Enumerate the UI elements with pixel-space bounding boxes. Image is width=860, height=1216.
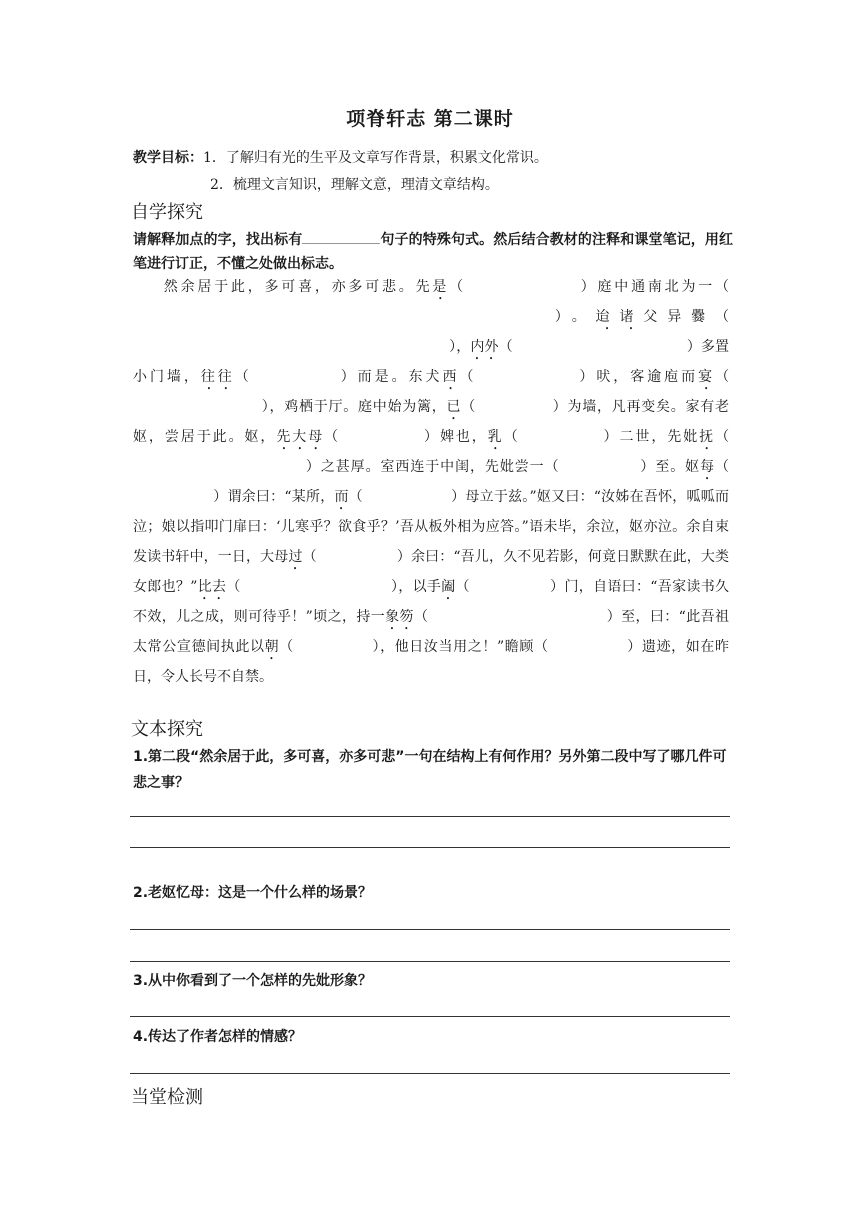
dotted-char: 往往 (200, 369, 235, 385)
dotted-char: 是 (432, 279, 450, 295)
dotted-char: 乳 (487, 429, 504, 445)
answer-line[interactable] (130, 1073, 730, 1074)
dotted-char: 已 (446, 399, 462, 415)
goal-item-1: 1．了解归有光的生平及文章写作背景，积累文化常识。 (203, 150, 548, 166)
dotted-char: 迨诸 (595, 309, 644, 325)
dotted-char: 每 (700, 459, 716, 475)
question-4: 4.传达了作者怎样的情感？ (133, 1029, 303, 1045)
answer-line[interactable] (130, 929, 730, 930)
question-2: 2.老妪忆母：这是一个什么样的场景？ (133, 885, 373, 901)
dotted-char: 象笏 (385, 608, 414, 625)
dotted-char: 宴 (698, 369, 716, 385)
answer-line[interactable] (130, 1016, 730, 1017)
section-text-study: 文本探究 (131, 719, 203, 740)
question-3: 3.从中你看到了一个怎样的先妣形象？ (133, 973, 373, 989)
dotted-char: 抚 (699, 429, 716, 445)
question-1: 1.第二段“然余居于此，多可喜，亦多可悲”一句在结构上有何作用？另外第二段中写了哪几件可悲之事？ (133, 749, 727, 791)
goals-label: 教学目标： (133, 150, 203, 166)
dotted-char: 阖 (441, 578, 456, 595)
teaching-goal-1 (133, 147, 548, 167)
dotted-char: 比去 (197, 578, 227, 595)
answer-line[interactable] (130, 961, 730, 962)
dotted-char: 朝 (264, 638, 280, 655)
dotted-char: 先大母 (276, 429, 325, 445)
section-class-test: 当堂检测 (131, 1087, 203, 1108)
underline-marker-sample (302, 229, 380, 244)
instructions: 请解释加点的字，找出标有 句子的特殊句式。然后结合教材的注释和课堂笔记，用红笔进行订正，不懂之处做出标志。 (133, 228, 733, 276)
answer-line[interactable] (130, 847, 730, 848)
answer-line[interactable] (130, 816, 730, 817)
dotted-char: 过 (288, 548, 303, 565)
teaching-goal-2: 2．梳理文言知识，理解文意，理清文章结构。 (210, 177, 499, 193)
dotted-char: 西 (442, 369, 460, 385)
dotted-char: 而 (334, 489, 349, 505)
page-title: 项脊轩志 第二课时 (346, 108, 514, 130)
classical-text-passage: 然余居于此，多可喜，亦多可悲。先是（ ）庭中通南北为一（）。迨诸父异爨（），内外（ ）多置小门墙，往往（ ）而是。东犬西（ ）吠，客逾庖而宴（），鸡栖于厅。庭中始为篱，已（ ）为墙，凡再变矣。家有老妪，尝居于此。妪，先大母（ ）婢也，乳（ ）二世，先妣抚（）之甚厚。室西连于中闺，先妣尝一（ ）至。妪每（）谓余曰：“某所，而（ ）母立于兹。”妪又曰：“汝姊在吾怀，呱呱而泣；娘以指叩门扉曰：‘儿寒乎？欲食乎？’吾从板外相为应答。”语未毕，余泣，妪亦泣。余自束发读书轩中，一日，大母过（ ）余曰：“吾儿，久不见若影，何竟日默默在此，大类女郎也？”比去（ ），以手阖（ ）门，自语曰：“吾家读书久不效，儿之成，则可待乎！”顷之，持一象笏（ ）至，曰：“此吾祖太常公宣德间执此以朝（ ），他日汝当用之！”瞻顾（ ）遗迹，如在昨日，令人长号不自禁。 (133, 279, 730, 685)
dotted-char: 内外 (470, 339, 499, 355)
section-self-study: 自学探究 (131, 202, 203, 223)
